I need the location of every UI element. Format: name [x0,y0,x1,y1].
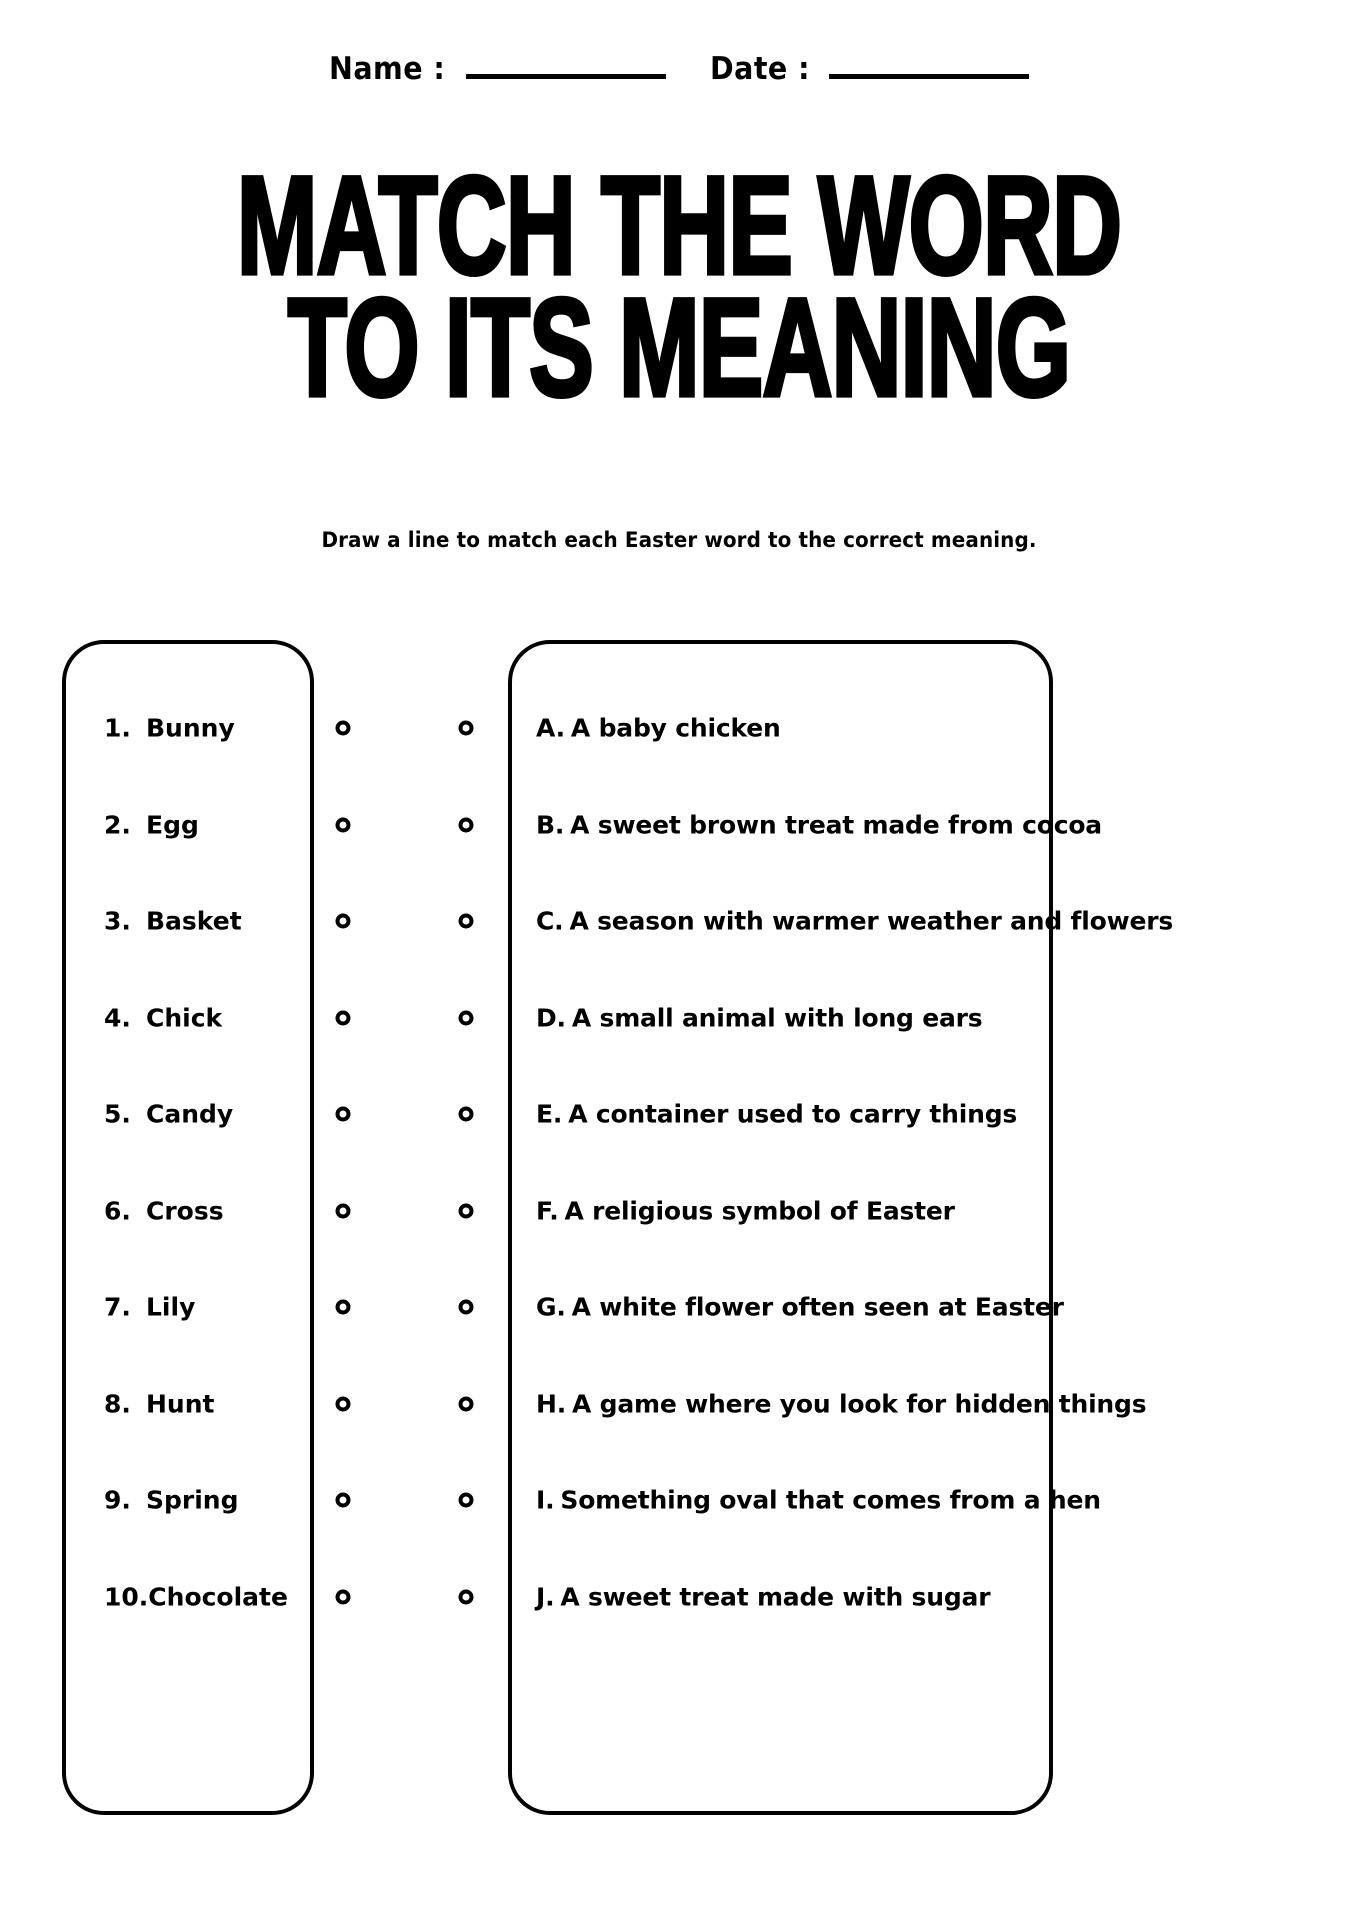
definition-text: A game where you look for hidden things [572,1389,1147,1418]
definition-text: A white flower often seen at Easter [571,1292,1064,1322]
matching-exercise [0,640,1358,1820]
match-rows [0,640,1358,1815]
definition-letter: B. [536,810,565,839]
definition-connector-dot[interactable] [459,1107,474,1122]
definition-connector-dot[interactable] [459,817,474,832]
word-connector-dot[interactable] [336,1203,351,1218]
word-number: 9. [104,1485,131,1515]
definition-connector-dot[interactable] [459,1010,474,1025]
definition-text: A baby chicken [570,713,781,743]
page-title-line-1: MATCH THE WORD [236,148,1122,304]
definition-text: A container used to carry things [568,1099,1018,1129]
word-item [104,714,314,743]
word-connector-dot[interactable] [336,1107,351,1122]
word-label: Chocolate [148,1582,288,1611]
definition-connector-dot[interactable] [459,1589,474,1604]
date-label: Date : [709,51,810,87]
definition-text: A religious symbol of Easter [564,1196,955,1225]
word-number: 7. [104,1292,131,1322]
word-label: Spring [146,1485,239,1515]
definition-connector-dot[interactable] [459,914,474,929]
definition-letter: J. [536,1582,555,1611]
instruction-text: Draw a line to match each Easter word to the correct meaning. [321,528,1037,552]
word-item [104,1100,314,1129]
definition-connector-dot[interactable] [459,721,474,736]
word-item [104,1003,314,1032]
word-item [104,1196,314,1225]
definition-item [536,1485,1101,1515]
word-connector-dot[interactable] [336,1396,351,1411]
word-label: Bunny [146,713,235,743]
word-connector-dot[interactable] [336,721,351,736]
definition-connector-dot[interactable] [459,1203,474,1218]
word-label: Basket [146,906,242,936]
word-label: Hunt [146,1389,215,1418]
definition-letter: C. [536,906,564,936]
definition-text: Something oval that comes from a hen [560,1485,1101,1515]
word-connector-dot[interactable] [336,1589,351,1604]
word-number: 1. [104,713,131,743]
word-item [104,1293,314,1322]
definition-connector-dot[interactable] [459,1493,474,1508]
name-field-group [329,48,665,87]
definition-text: A sweet brown treat made from cocoa [570,810,1102,839]
word-connector-dot[interactable] [336,914,351,929]
page-title [0,148,1358,427]
definition-item [536,906,1174,936]
word-number: 10. [104,1582,149,1611]
date-field-group [710,48,1029,87]
definition-item [536,1196,1036,1225]
definition-text: A season with warmer weather and flowers [569,906,1174,936]
word-label: Lily [146,1292,196,1322]
word-number: 3. [104,906,131,936]
word-connector-dot[interactable] [336,1493,351,1508]
word-label: Cross [146,1196,224,1225]
date-input-blank[interactable] [829,48,1029,79]
word-label: Chick [146,1003,223,1032]
word-number: 4. [104,1003,131,1032]
word-connector-dot[interactable] [336,817,351,832]
definition-text: A sweet treat made with sugar [560,1582,991,1611]
definition-letter: E. [536,1099,563,1129]
definition-item [536,1582,1036,1611]
word-number: 5. [104,1099,131,1129]
definition-connector-dot[interactable] [459,1396,474,1411]
definition-letter: H. [536,1389,567,1418]
word-number: 8. [104,1389,131,1418]
definition-item [536,1389,1147,1418]
definition-letter: A. [536,713,565,743]
definition-item [536,714,1036,743]
name-input-blank[interactable] [466,48,666,79]
word-label: Egg [146,810,199,839]
word-item [104,1582,314,1611]
word-item [104,907,314,936]
definition-item [536,1100,1036,1129]
definition-letter: I. [536,1485,555,1515]
word-number: 2. [104,810,131,839]
word-item [104,1389,314,1418]
worksheet-header [0,48,1358,87]
page-title-line-2: TO ITS MEANING [287,270,1071,427]
definition-item [536,1292,1064,1322]
word-item [104,810,314,839]
word-connector-dot[interactable] [336,1300,351,1315]
definition-letter: D. [536,1003,566,1032]
definition-letter: G. [536,1292,566,1322]
definition-connector-dot[interactable] [459,1300,474,1315]
word-number: 6. [104,1196,131,1225]
word-item [104,1486,314,1515]
definition-text: A small animal with long ears [571,1003,983,1032]
word-label: Candy [146,1099,234,1129]
definition-item [536,1003,1036,1032]
definition-letter: F. [536,1196,559,1225]
definition-item [536,810,1102,839]
name-label: Name : [329,51,446,87]
word-connector-dot[interactable] [336,1010,351,1025]
